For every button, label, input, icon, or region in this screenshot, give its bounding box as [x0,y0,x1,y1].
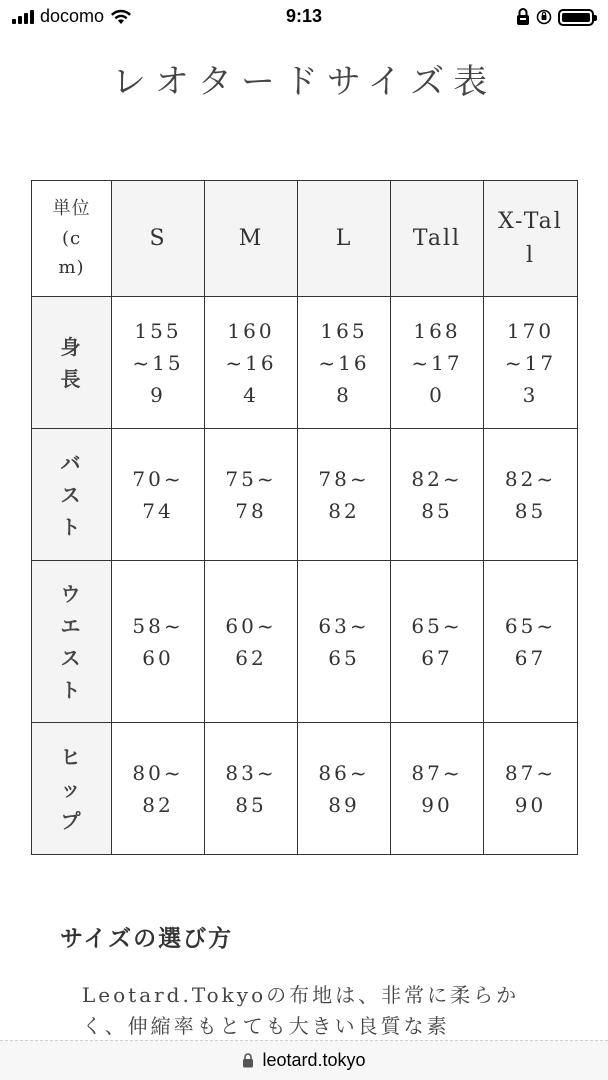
table-cell [205,723,298,855]
column-header-label: M [238,225,264,251]
cell-value: 75~78 [225,466,277,523]
unit-label-cell [32,181,112,297]
column-header-xtall [484,181,578,297]
row-header-bust [32,429,112,561]
table-cell [112,561,205,723]
table-cell [205,561,298,723]
unit-label: 単位(cm) [52,197,91,279]
cell-value: 155~159 [132,318,184,407]
orientation-icon [536,9,552,25]
cell-value: 83~85 [225,760,277,817]
column-header-m [205,181,298,297]
status-bar [0,0,608,36]
column-header-label: S [149,225,167,251]
column-header-s [112,181,205,297]
carrier-name: docomo [40,6,105,26]
table-row-waist [32,561,578,723]
table-cell [484,429,578,561]
status-time: 9:13 [285,6,323,26]
cell-value: 82~85 [504,466,557,523]
table-row-hip [32,723,578,855]
column-header-l [298,181,391,297]
cell-value: 65~67 [411,613,463,670]
intro-text: Leotard.Tokyoの布地は、非常に柔らかく、伸縮率もとても大きい良質な素 [82,983,520,1038]
section-heading: サイズの選び方 [60,925,234,952]
table-cell [391,429,484,561]
cell-value: 170~173 [504,318,557,407]
table-cell [298,561,391,723]
table-cell [112,723,205,855]
cell-value: 160~164 [225,318,277,407]
battery-icon [558,9,594,26]
cell-value: 87~90 [504,760,557,817]
table-row-height [32,297,578,429]
table-cell [391,723,484,855]
padlock-icon [242,1053,254,1068]
size-table-header-row [32,181,578,297]
table-cell [205,429,298,561]
cell-value: 168~170 [411,318,463,407]
cell-value: 80~82 [132,760,184,817]
table-cell [298,297,391,429]
column-header-tall [391,181,484,297]
table-cell [112,297,205,429]
cell-value: 86~89 [318,760,370,817]
row-header-label: バスト [60,450,83,539]
url-text[interactable]: leotard.tokyo [262,1050,366,1070]
table-row-bust [32,429,578,561]
column-header-label: X-Tall [498,208,563,268]
column-header-label: L [335,225,353,251]
lock-rotation-icon [516,8,530,26]
cell-value: 165~168 [318,318,370,407]
cell-value: 82~85 [411,466,463,523]
cell-value: 78~82 [318,466,370,523]
table-cell [205,297,298,429]
row-header-hip [32,723,112,855]
cell-value: 63~65 [318,613,370,670]
page-title: レオタードサイズ表 [111,62,497,102]
cell-value: 58~60 [132,613,184,670]
cell-value: 87~90 [411,760,463,817]
row-header-waist [32,561,112,723]
table-cell [484,561,578,723]
row-header-label: 身長 [60,334,83,391]
table-cell [298,723,391,855]
table-cell [391,297,484,429]
row-header-label: ウエスト [60,581,83,702]
table-cell [298,429,391,561]
table-cell [484,723,578,855]
table-cell [112,429,205,561]
address-bar[interactable] [0,1040,608,1080]
size-table [31,180,578,855]
status-right [516,8,594,26]
cell-value: 70~74 [132,466,184,523]
table-cell [484,297,578,429]
table-cell [391,561,484,723]
cell-value: 65~67 [504,613,557,670]
row-header-label: ヒップ [60,744,83,833]
row-header-height [32,297,112,429]
cell-value: 60~62 [225,613,277,670]
column-header-label: Tall [412,225,462,251]
